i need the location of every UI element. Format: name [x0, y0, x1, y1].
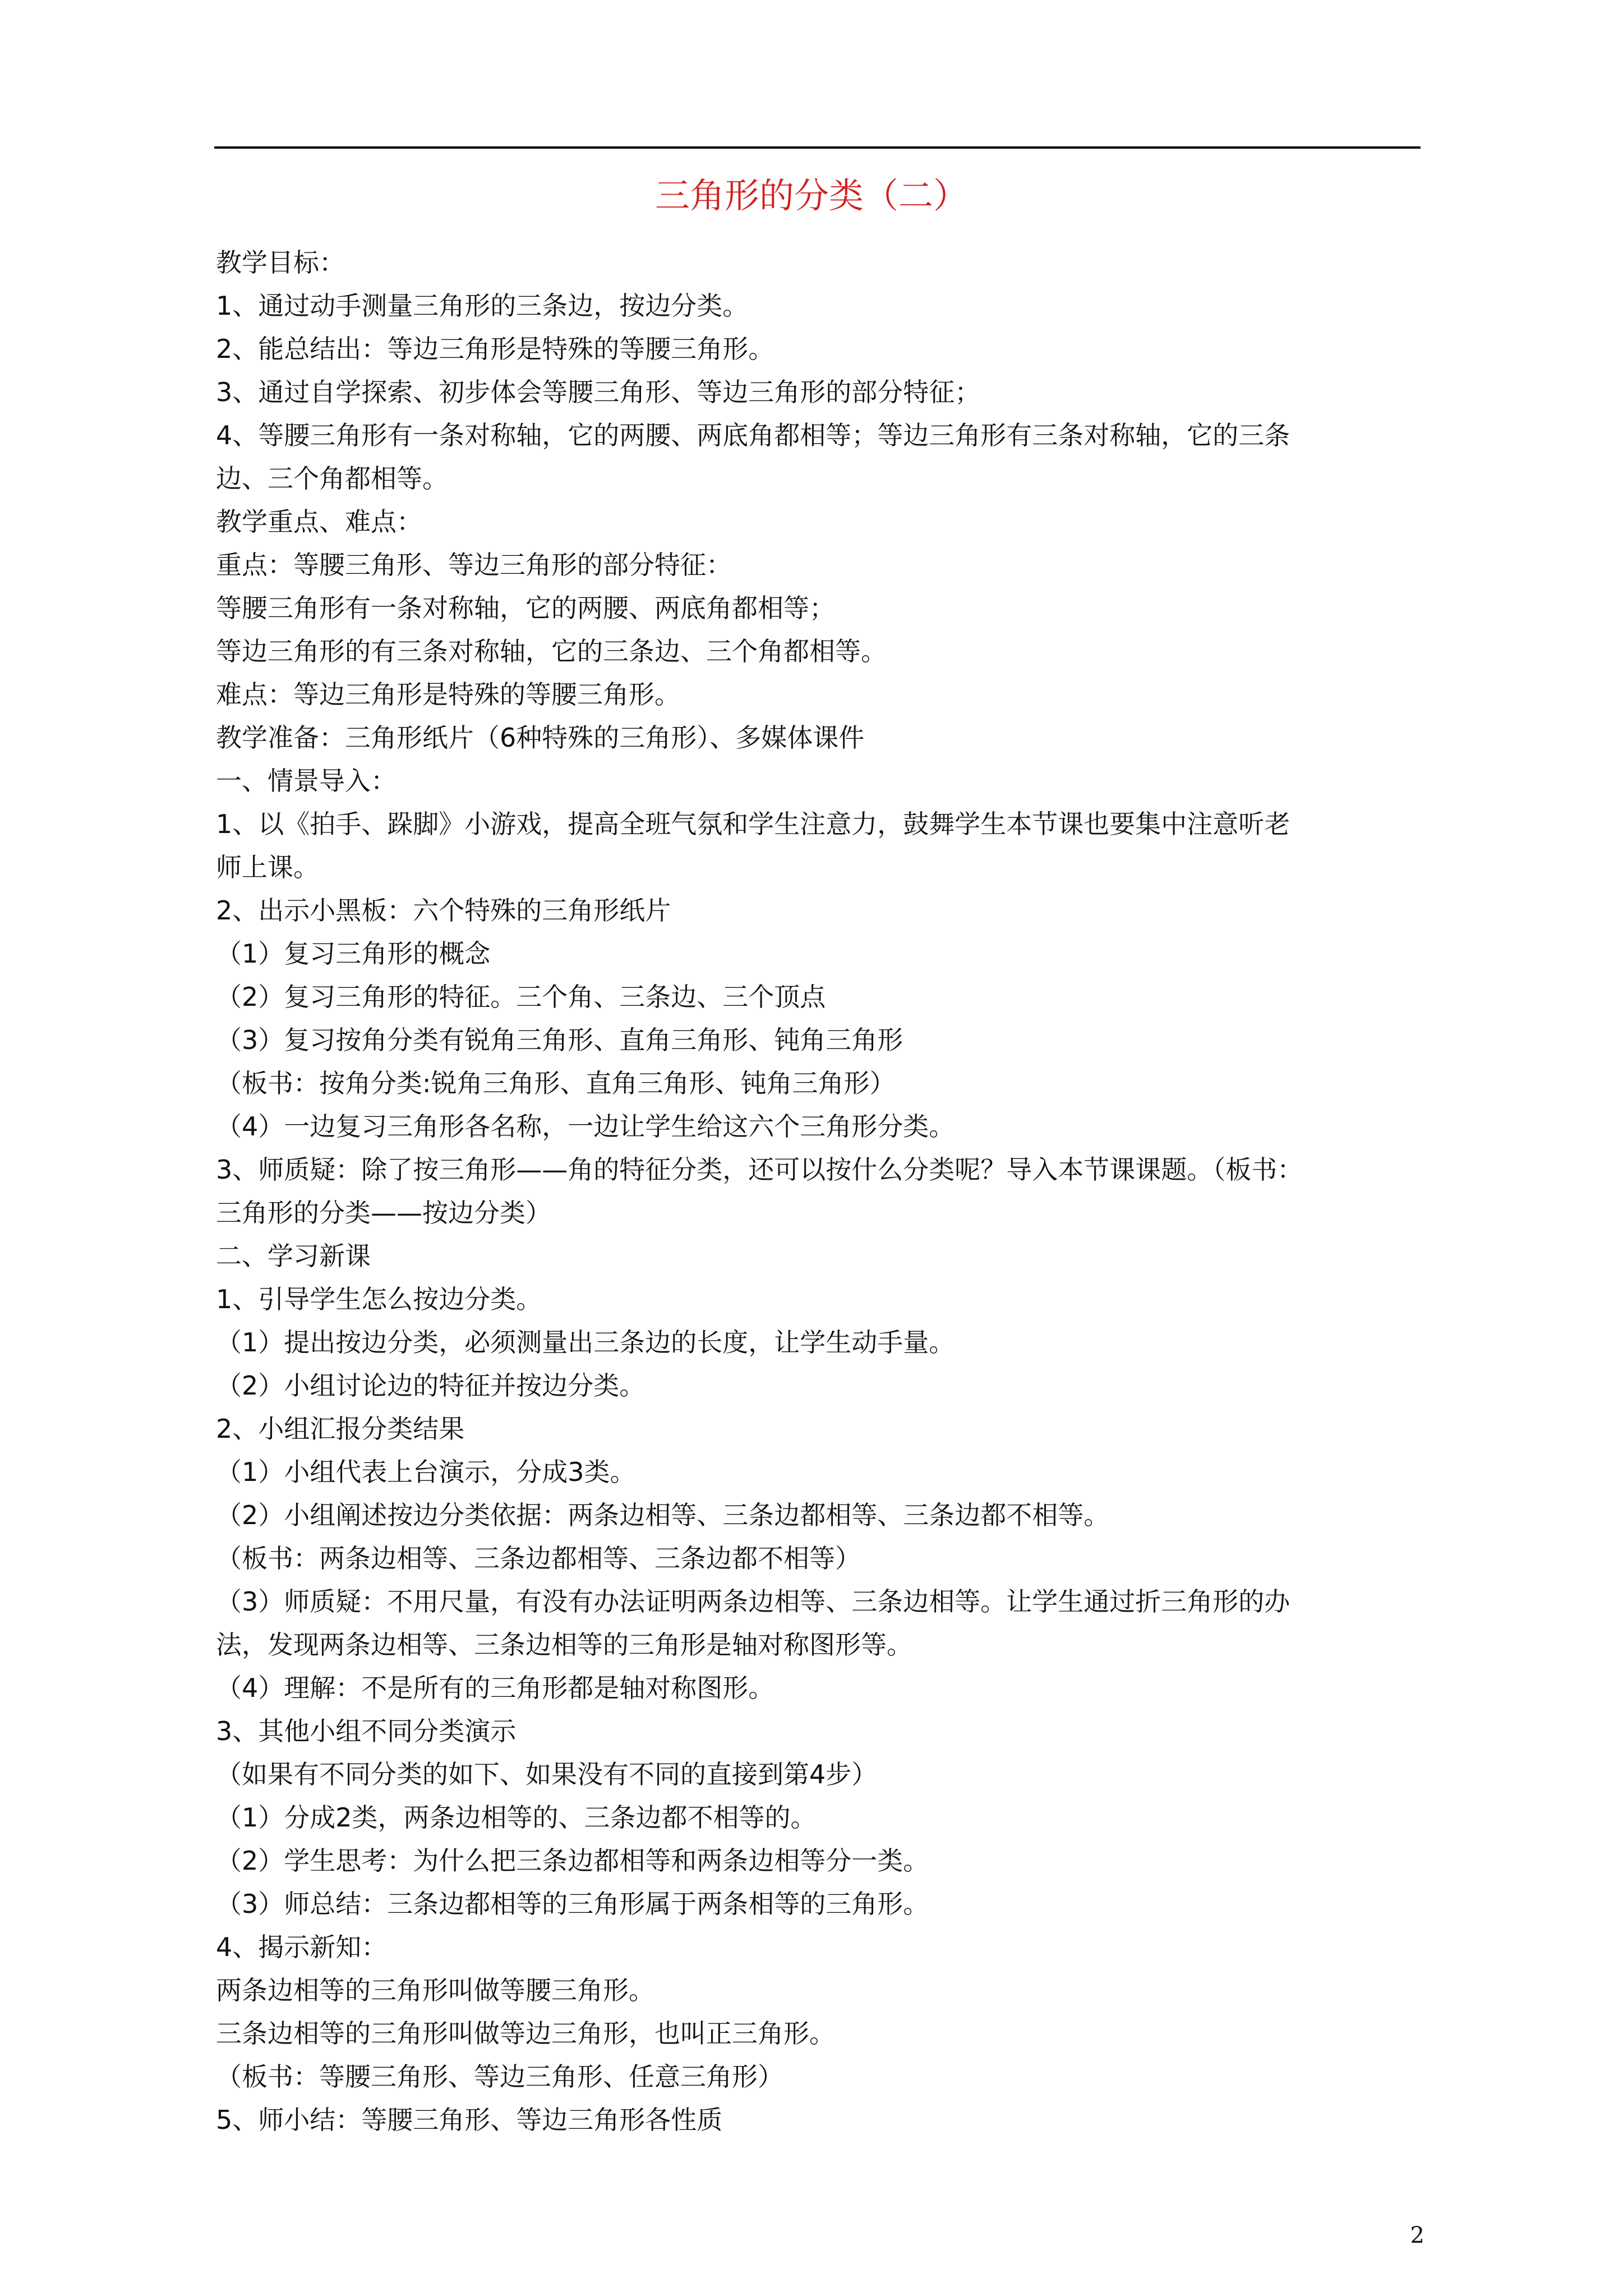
- text-line: 3、师质疑：除了按三角形——角的特征分类，还可以按什么分类呢？导入本节课课题。（板书：: [216, 1154, 1303, 1185]
- text-line: （2）小组讨论边的特征并按边分类。: [216, 1370, 645, 1401]
- text-line: 1、以《拍手、跺脚》小游戏，提高全班气氛和学生注意力，鼓舞学生本节课也要集中注意听老: [216, 809, 1290, 839]
- text-line: 边、三个角都相等。: [216, 463, 448, 494]
- page-title: 三角形的分类（二）: [654, 175, 968, 216]
- text-line: （4）理解：不是所有的三角形都是轴对称图形。: [216, 1673, 774, 1703]
- text-line: 师上课。: [216, 852, 319, 882]
- text-line: （2）学生思考：为什么把三条边都相等和两条边相等分一类。: [216, 1846, 929, 1876]
- text-line: 一、情景导入：: [216, 766, 396, 796]
- text-line: （1）分成2类，两条边相等的、三条边都不相等的。: [216, 1802, 817, 1833]
- text-line: （1）复习三角形的概念: [216, 938, 491, 969]
- text-line: 2、能总结出：等边三角形是特殊的等腰三角形。: [216, 334, 774, 364]
- text-line: （板书：等腰三角形、等边三角形、任意三角形）: [216, 2062, 783, 2092]
- text-line: 3、其他小组不同分类演示: [216, 1716, 517, 1746]
- text-line: 教学准备：三角形纸片（6种特殊的三角形）、多媒体课件: [216, 723, 865, 753]
- text-line: （2）复习三角形的特征。三个角、三条边、三个顶点: [216, 982, 826, 1012]
- text-line: （1）小组代表上台演示，分成3类。: [216, 1457, 636, 1487]
- text-line: 教学重点、难点：: [216, 507, 422, 537]
- header-rule: [214, 146, 1421, 149]
- text-line: （板书：按角分类:锐角三角形、直角三角形、钝角三角形）: [216, 1068, 896, 1098]
- text-line: 两条边相等的三角形叫做等腰三角形。: [216, 1975, 654, 2005]
- text-line: （4）一边复习三角形各名称，一边让学生给这六个三角形分类。: [216, 1111, 955, 1142]
- text-line: 等边三角形的有三条对称轴，它的三条边、三个角都相等。: [216, 636, 887, 666]
- text-line: 3、通过自学探索、初步体会等腰三角形、等边三角形的部分特征；: [216, 377, 981, 407]
- text-line: 教学目标：: [216, 247, 345, 278]
- text-line: 三条边相等的三角形叫做等边三角形，也叫正三角形。: [216, 2018, 835, 2049]
- text-line: 二、学习新课: [216, 1241, 371, 1271]
- text-line: （1）提出按边分类，必须测量出三条边的长度，让学生动手量。: [216, 1327, 955, 1358]
- text-line: 1、引导学生怎么按边分类。: [216, 1284, 542, 1314]
- text-line: 4、等腰三角形有一条对称轴，它的两腰、两底角都相等；等边三角形有三条对称轴，它的三条: [216, 420, 1290, 450]
- text-line: 难点：等边三角形是特殊的等腰三角形。: [216, 679, 680, 710]
- text-line: （如果有不同分类的如下、如果没有不同的直接到第4步）: [216, 1759, 878, 1789]
- page-number: 2: [1410, 2223, 1424, 2248]
- text-line: （3）师质疑：不用尺量，有没有办法证明两条边相等、三条边相等。让学生通过折三角形的办: [216, 1586, 1290, 1617]
- text-line: 2、出示小黑板：六个特殊的三角形纸片: [216, 895, 671, 926]
- text-line: 法，发现两条边相等、三条边相等的三角形是轴对称图形等。: [216, 1630, 912, 1660]
- text-line: 2、小组汇报分类结果: [216, 1414, 465, 1444]
- text-line: 重点：等腰三角形、等边三角形的部分特征：: [216, 550, 732, 580]
- lesson-body: [216, 241, 1427, 2142]
- text-line: （板书：两条边相等、三条边都相等、三条边都不相等）: [216, 1543, 861, 1573]
- text-line: （3）师总结：三条边都相等的三角形属于两条相等的三角形。: [216, 1889, 929, 1919]
- text-line: 4、揭示新知：: [216, 1932, 388, 1962]
- text-line: 等腰三角形有一条对称轴，它的两腰、两底角都相等；: [216, 593, 835, 623]
- text-line: 5、师小结：等腰三角形、等边三角形各性质: [216, 2105, 723, 2135]
- text-line: （2）小组阐述按边分类依据：两条边相等、三条边都相等、三条边都不相等。: [216, 1500, 1110, 1530]
- text-line: 1、通过动手测量三角形的三条边，按边分类。: [216, 291, 749, 321]
- text-line: 三角形的分类——按边分类）: [216, 1198, 551, 1228]
- text-line: （3）复习按角分类有锐角三角形、直角三角形、钝角三角形: [216, 1025, 903, 1055]
